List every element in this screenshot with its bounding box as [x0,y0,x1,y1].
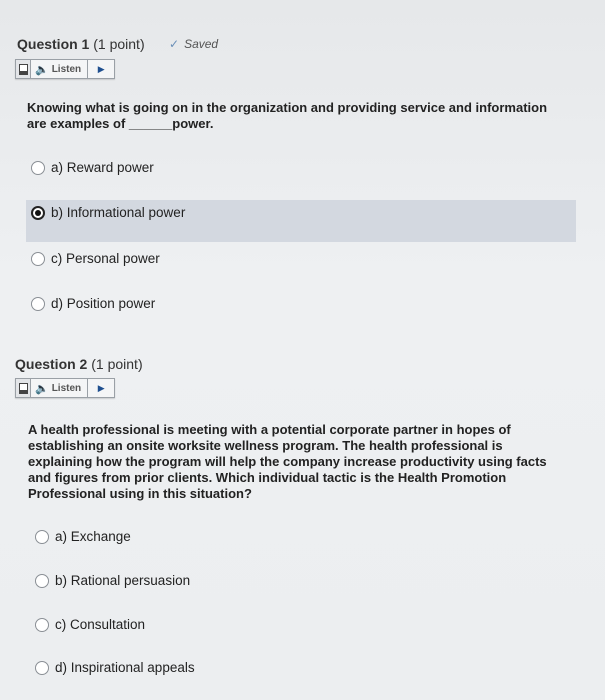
question-2-line-4: and figures from prior clients. Which individual tactic is the Health Promotion [28,470,507,485]
option-label: c) Consultation [55,617,146,632]
radio-button[interactable] [35,574,49,588]
question-1-line-2: are examples of ______power. [27,116,214,131]
question-2-line-5: Professional using in this situation? [28,486,252,501]
play-icon[interactable]: ▶ [97,382,105,393]
question-2-text [28,422,588,502]
speaker-icon: 🔈 [35,63,49,76]
play-icon[interactable]: ▶ [97,63,105,74]
listen-button[interactable] [31,379,88,397]
saved-label: Saved [184,37,219,51]
question-2-points: (1 point) [91,356,143,372]
question-1-text [27,100,587,132]
radio-button[interactable] [35,618,49,632]
document-icon[interactable] [16,379,31,397]
radio-button[interactable] [31,252,45,266]
q1-option-c[interactable] [31,251,160,266]
listen-label: Listen [51,63,82,75]
question-2-line-3: explaining how the program will help the company increase productivity using facts [28,454,547,469]
option-label: a) Exchange [55,529,131,544]
q2-option-b[interactable] [35,573,190,588]
document-icon[interactable] [16,60,31,78]
speaker-icon: 🔈 [35,382,49,395]
question-1-title [17,36,145,52]
radio-button[interactable] [31,161,45,175]
radio-button[interactable] [35,661,49,675]
listen-widget-q2[interactable] [15,378,115,398]
option-label: d) Inspirational appeals [55,660,195,675]
question-1-label: Question 1 [17,36,90,52]
question-2-label: Question 2 [15,356,88,372]
radio-button[interactable] [35,530,49,544]
q2-option-a[interactable] [35,529,131,544]
question-1-line-1: Knowing what is going on in the organization and providing service and information [27,100,548,115]
q1-option-a[interactable] [31,160,154,175]
option-label: b) Rational persuasion [55,573,191,588]
listen-widget-q1[interactable] [15,59,115,79]
listen-label: Listen [51,382,82,394]
option-label: b) Informational power [51,205,186,220]
question-2-line-2: establishing an onsite worksite wellness program. The health professional is [28,438,503,453]
q1-option-d[interactable] [31,296,155,311]
option-label: d) Position power [51,296,156,311]
question-1-points: (1 point) [93,36,145,52]
listen-button[interactable] [31,60,88,78]
question-2-title [15,356,143,372]
radio-button-selected[interactable] [31,206,45,220]
check-icon: ✓ [169,37,180,51]
question-2-line-1: A health professional is meeting with a potential corporate partner in hopes of [28,422,511,437]
saved-status [169,37,218,51]
q1-option-b[interactable] [31,205,185,220]
radio-button[interactable] [31,297,45,311]
q2-option-d[interactable] [35,660,195,675]
option-label: a) Reward power [51,160,154,175]
option-label: c) Personal power [51,251,160,266]
q2-option-c[interactable] [35,617,145,632]
